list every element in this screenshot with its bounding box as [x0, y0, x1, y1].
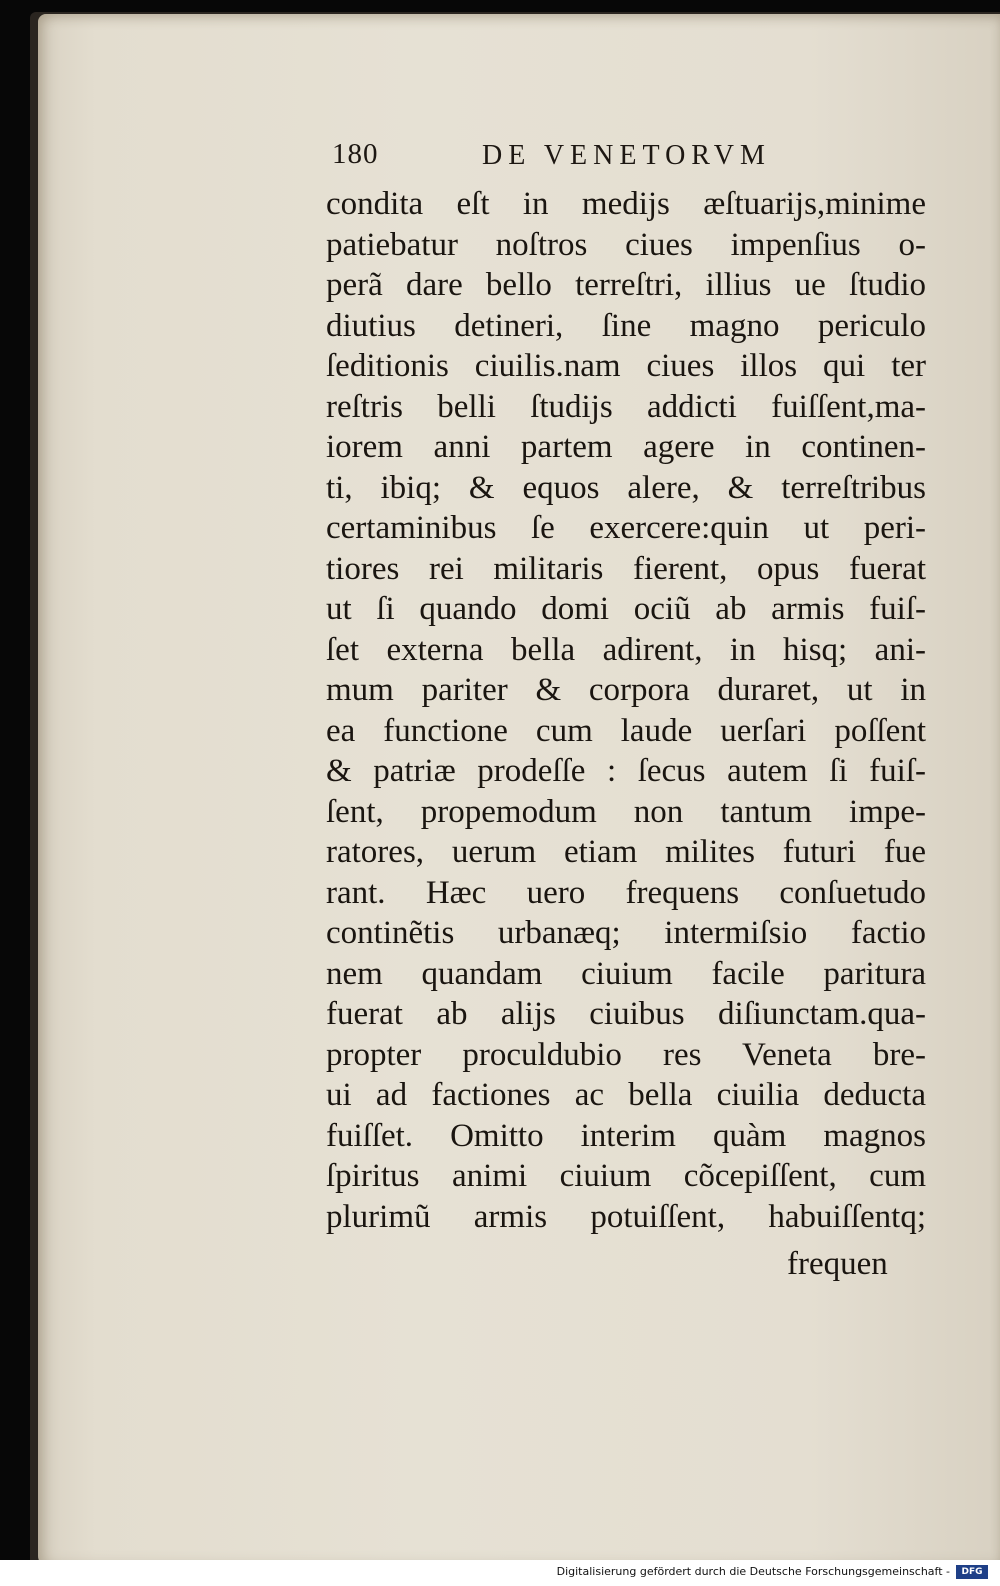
text-line: diutius detineri, ſine magno periculo	[326, 307, 926, 344]
text-line: ti, ibiq; & equos alere, & terreſtribus	[326, 469, 926, 506]
text-line: fuiſſet. Omitto interim quàm magnos	[326, 1117, 926, 1154]
running-head: DE VENETORVM	[482, 140, 771, 171]
text-line: perã dare bello terreſtri, illius ue ſtudio	[326, 267, 926, 303]
text-line: plurimũ armis potuiſſent, habuiſſentq;	[326, 1198, 926, 1235]
text-line: rant. Hæc uero frequens conſuetudo	[326, 874, 926, 911]
text-line: ui ad factiones ac bella ciuilia deducta	[326, 1077, 926, 1113]
text-line: tiores rei militaris fierent, opus fuerat	[326, 550, 926, 587]
text-line: ea functione cum laude uerſari poſſent	[326, 712, 926, 749]
text-line: nem quandam ciuium facile paritura	[326, 955, 926, 992]
text-line: condita eſt in medijs æſtuarijs,minime	[326, 186, 926, 222]
text-line: patiebatur noſtros ciues impenſius o-	[326, 226, 926, 263]
text-line: fuerat ab alijs ciuibus diſiunctam.qua-	[326, 996, 926, 1032]
text-line: & patriæ prodeſſe : ſecus autem ſi fuiſ-	[326, 753, 926, 789]
page-number: 180	[332, 138, 379, 170]
funding-credit: Digitalisierung gefördert durch die Deutsche Forschungsgemeinschaft -	[556, 1565, 950, 1578]
text-line: ſpiritus animi ciuium cõcepiſſent, cum	[326, 1158, 926, 1194]
text-line: iorem anni partem agere in continen-	[326, 429, 926, 465]
text-line: reſtris belli ſtudijs addicti fuiſſent,ma-	[326, 388, 926, 425]
text-line: mum pariter & corpora duraret, ut in	[326, 672, 926, 708]
page-header	[332, 138, 852, 178]
footer-bar	[0, 1560, 1000, 1586]
dfg-logo: DFG	[956, 1565, 988, 1579]
text-line: ratores, uerum etiam milites futuri fue	[326, 834, 926, 870]
text-line: certaminibus ſe exercere:quin ut peri-	[326, 510, 926, 546]
text-line: ſent, propemodum non tantum impe-	[326, 793, 926, 830]
text-line: propter proculdubio res Veneta bre-	[326, 1036, 926, 1073]
catchword: frequen	[787, 1246, 888, 1282]
text-line: continẽtis urbanæq; intermiſsio factio	[326, 915, 926, 951]
text-line: ut ſi quando domi ociũ ab armis fuiſ-	[326, 591, 926, 627]
body-text	[326, 184, 926, 1237]
text-line: ſeditionis ciuilis.nam ciues illos qui ter	[326, 348, 926, 384]
text-line: ſet externa bella adirent, in hisq; ani-	[326, 631, 926, 668]
